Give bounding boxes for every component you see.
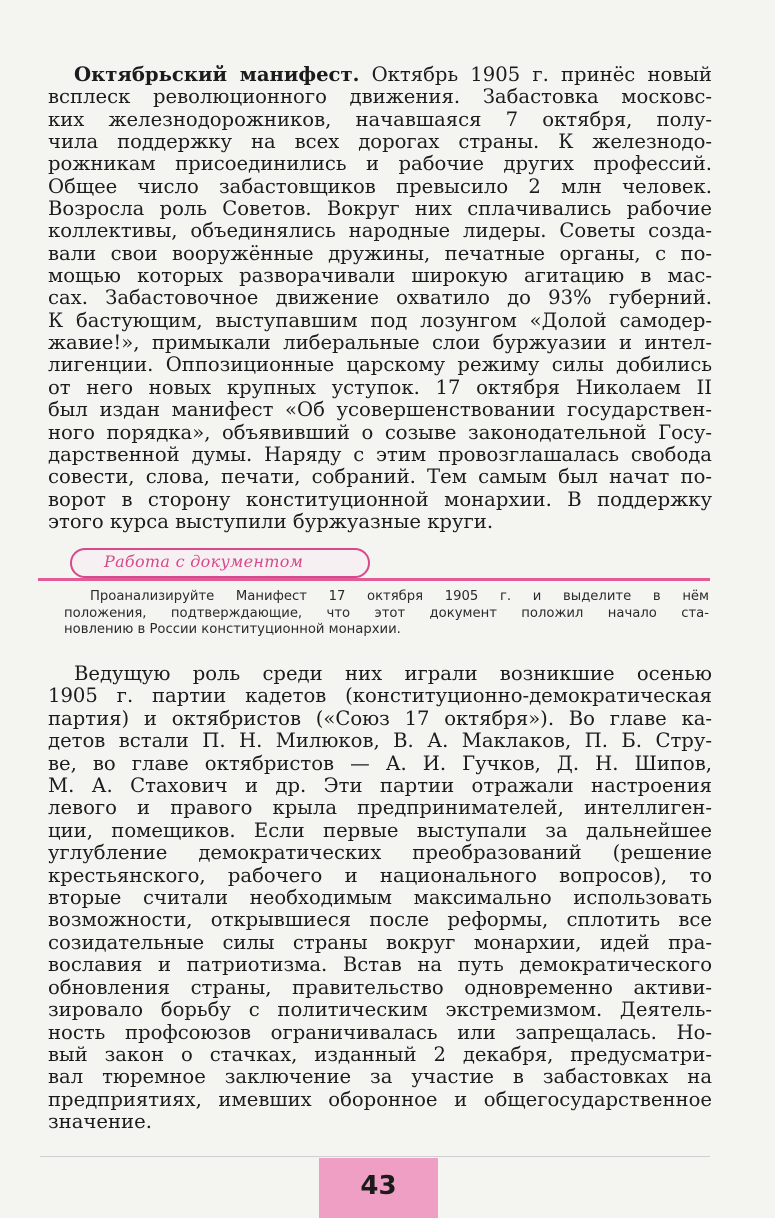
text-line: углубление демократических преобразований (решение bbox=[48, 842, 712, 865]
text-line: Общее число забастовщиков превысило 2 млн человек. bbox=[48, 175, 712, 198]
text-line: всплеск революционного движения. Забастовка московс- bbox=[48, 86, 712, 109]
text-line: М. А. Стахович и др. Эти партии отражали настроения bbox=[48, 775, 712, 798]
text-line: Октябрьский манифест. Октябрь 1905 г. принёс новый bbox=[74, 64, 712, 86]
text-line: ции, помещиков. Если первые выступали за дальнейшее bbox=[48, 819, 712, 842]
text-line: созидательные силы страны вокруг монархии, идей пра- bbox=[48, 931, 712, 954]
text-line: дарственной думы. Наряду с этим провозглашалась свобода bbox=[48, 443, 712, 466]
text-line: от него новых крупных уступок. 17 октября Николаем II bbox=[48, 376, 712, 399]
text-line: вославия и патриотизма. Встав на путь демократического bbox=[48, 954, 712, 977]
text-line: зировало борьбу с политическим экстремизмом. Деятель- bbox=[48, 999, 712, 1022]
page-number: 43 bbox=[360, 1171, 397, 1201]
text-line: этого курса выступили буржуазные круги. bbox=[48, 510, 494, 533]
text-line: ворот в сторону конституционной монархии. В поддержку bbox=[48, 488, 712, 511]
text-line: рожникам присоединились и рабочие других профессий. bbox=[48, 153, 712, 176]
text-line: крестьянского, рабочего и национального вопросов), то bbox=[48, 864, 712, 887]
text-line: партия) и октябристов («Союз 17 октября»). Во главе ка- bbox=[48, 707, 712, 730]
section-heading: Октябрьский манифест. bbox=[74, 64, 360, 86]
task-line: Проанализируйте Манифест 17 октября 1905 г. и выделите в нём bbox=[90, 589, 709, 604]
text-line: вал тюремное заключение за участие в забастовках на bbox=[48, 1066, 712, 1089]
text-line: К бастующим, выступавшим под лозунгом «Долой самодер- bbox=[48, 309, 712, 332]
text-line: сах. Забастовочное движение охватило до 93% губерний. bbox=[48, 287, 712, 310]
text-line: обновления страны, правительство одновременно активи- bbox=[48, 976, 712, 999]
text-line: левого и правого крыла предпринимателей, интеллиген- bbox=[48, 797, 712, 820]
text-line: совести, слова, печати, собраний. Тем самым был начат по- bbox=[48, 466, 712, 489]
text-line: был издан манифест «Об усовершенствовании государствен- bbox=[48, 399, 712, 422]
text-line: жавие!», примыкали либеральные слои буржуазии и интел- bbox=[48, 332, 712, 355]
text-line: 1905 г. партии кадетов (конституционно-демократическая bbox=[48, 685, 712, 708]
text-line: мощью которых разворачивали широкую агитацию в мас- bbox=[48, 265, 712, 288]
task-line: положения, подтверждающие, что этот документ положил начало ста- bbox=[64, 605, 709, 621]
document-work-title: Работа с документом bbox=[104, 552, 304, 571]
footer-divider bbox=[40, 1156, 710, 1157]
text-line: ного порядка», объявивший о созыве законодательной Госу- bbox=[48, 421, 712, 444]
document-task bbox=[64, 589, 709, 639]
paragraph-parties bbox=[48, 663, 712, 1134]
text-line: Ведущую роль среди них играли возникшие осенью bbox=[74, 663, 712, 685]
text-line: Возросла роль Советов. Вокруг них сплачивались рабочие bbox=[48, 198, 712, 221]
text-line: ких железнодорожников, начавшаяся 7 октября, полу- bbox=[48, 108, 712, 131]
text-line: предприятиях, имевших оборонное и общегосударственное bbox=[48, 1088, 712, 1111]
text-line: возможности, открывшиеся после реформы, сплотить все bbox=[48, 909, 712, 932]
text-line: коллективы, объединялись народные лидеры. Советы созда- bbox=[48, 220, 712, 243]
section-divider bbox=[38, 578, 710, 581]
text-line: детов встали П. Н. Милюков, В. А. Маклаков, П. Б. Стру- bbox=[48, 730, 712, 753]
task-line: новлению в России конституционной монархии. bbox=[64, 622, 401, 637]
text-line: вый закон о стачках, изданный 2 декабря, предусматри- bbox=[48, 1043, 712, 1066]
text-line: вторые считали необходимым максимально использовать bbox=[48, 887, 712, 910]
paragraph-october-manifesto bbox=[48, 64, 712, 533]
text-line: ность профсоюзов ограничивалась или запрещалась. Но- bbox=[48, 1021, 712, 1044]
text-line: значение. bbox=[48, 1111, 152, 1134]
text-line: лигенции. Оппозиционные царскому режиму силы добились bbox=[48, 354, 712, 377]
text-line: чила поддержку на всех дорогах страны. К железнодо- bbox=[48, 131, 712, 154]
text-line: ве, во главе октябристов — А. И. Гучков, Д. Н. Шипов, bbox=[48, 752, 712, 775]
text-line: вали свои вооружённые дружины, печатные органы, с по- bbox=[48, 242, 712, 265]
